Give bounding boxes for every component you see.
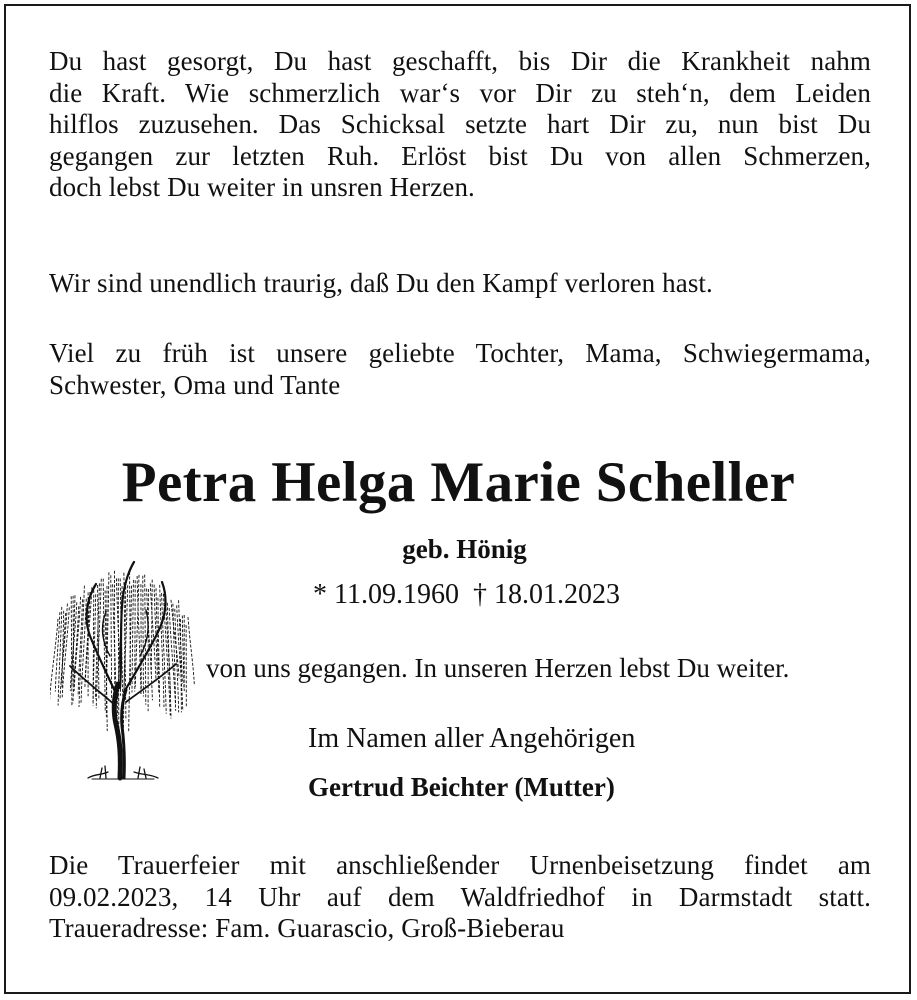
sorrow-line: Wir sind unendlich traurig, daß Du den Kampf verloren hast. [49,268,713,298]
funeral-line: 09.02.2023, 14 Uhr auf dem Waldfriedhof in Darmstadt statt. [49,881,871,912]
on-behalf-line: Im Namen aller Angehörigen [308,723,636,754]
poem-line: hilflos zuzusehen. Das Schicksal setzte hart Dir zu, nun bist Du [49,109,871,139]
funeral-line: Die Trauerfeier mit anschließender Urnenbeisetzung findet am [49,850,871,880]
poem-line: doch lebst Du weiter in unsren Herzen. [49,172,475,202]
announcement-line: Schwester, Oma und Tante [49,369,341,400]
passing-line: von uns gegangen. In unseren Herzen lebst Du weiter. [206,653,790,683]
deceased-name: Petra Helga Marie Scheller [121,451,796,514]
poem-line: gegangen zur letzten Ruh. Erlöst bist Du von allen Schmerzen, [49,140,871,171]
poem-line: die Kraft. Wie schmerzlich war‘s vor Dir zu steh‘n, dem Leiden [49,77,871,108]
announcement-text [49,338,871,401]
funeral-line: Traueradresse: Fam. Guarascio, Groß-Bieberau [49,913,565,943]
intro-poem [49,46,871,204]
funeral-details [49,850,871,945]
announcement-line: Viel zu früh ist unsere geliebte Tochter, Mama, Schwiegermama, [49,338,871,368]
maiden-name: geb. Hönig [402,534,527,564]
life-dates: * 11.09.1960 † 18.01.2023 [313,579,620,610]
poem-line: Du hast gesorgt, Du hast geschafft, bis Dir die Krankheit nahm [49,46,871,76]
signer-name: Gertrud Beichter (Mutter) [308,772,615,802]
weeping-willow-tree-icon [50,556,196,782]
